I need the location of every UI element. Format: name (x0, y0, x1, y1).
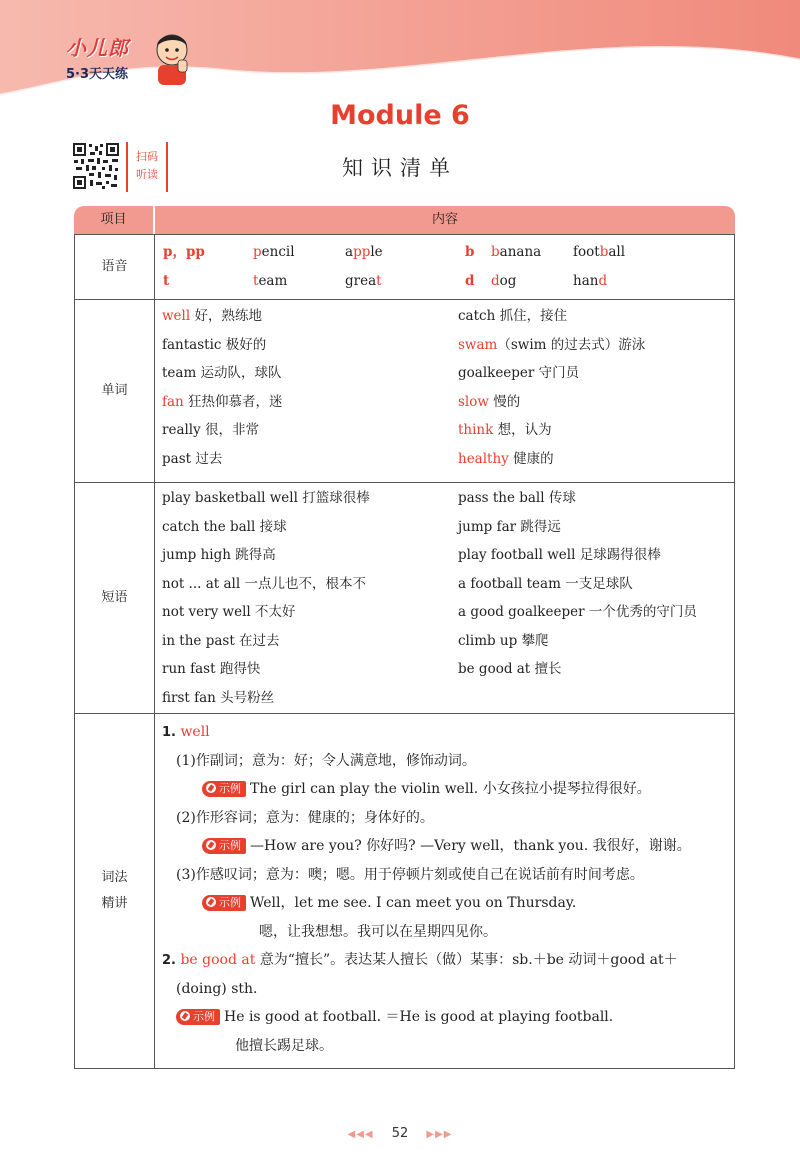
example-badge-text: 示例 (219, 896, 241, 909)
header-content: 内容 (153, 206, 735, 234)
row-label-pronunciation: 语音 (75, 235, 155, 299)
phonics-highlight: t (253, 272, 259, 289)
word-meaning: 极好的 (221, 336, 267, 353)
phonics-letters: t (163, 272, 170, 289)
knowledge-table (74, 206, 735, 1069)
section-title: 知识清单 (342, 156, 458, 180)
example-text: —How are you? 你好吗? —Very well，thank you. 我很好，谢谢。 (250, 838, 691, 854)
row-pronunciation (74, 234, 735, 300)
phonics-word: apple (345, 244, 383, 260)
word-meaning: 很，非常 (200, 422, 260, 438)
phrase-entry: run fast 跑得快 (162, 661, 261, 677)
phrase-entry: jump high 跳得高 (162, 547, 276, 563)
word-entry (458, 388, 645, 417)
example-badge (176, 1009, 220, 1025)
word-meaning: 狂热仰慕者，迷 (183, 393, 283, 410)
word-entry (458, 416, 645, 445)
word-entry (458, 331, 645, 360)
phonics-highlight: p (253, 244, 262, 260)
pen-icon (180, 1011, 190, 1021)
item-keyword: well (180, 724, 210, 740)
brand-subtitle: 5·3天天练 (66, 67, 129, 82)
word-entry (162, 388, 283, 417)
word: fan (162, 393, 184, 410)
pen-icon (206, 783, 216, 793)
phonics-highlight: t (376, 272, 382, 289)
word-entry (162, 359, 283, 388)
row-words (74, 300, 735, 483)
phonics-highlight: pp (353, 244, 371, 260)
phrase-entry: play basketball well 打篮球很棒 (162, 490, 370, 506)
mascot-icon (148, 28, 196, 88)
grammar-label-2: 精讲 (101, 896, 128, 911)
phrase-entry: catch the ball 接球 (162, 518, 287, 535)
example-translation: 嗯，让我想想。我可以在星期四见你。 (259, 923, 497, 940)
phrase-entry: play football well 足球踢得很棒 (458, 547, 661, 563)
brand (66, 32, 129, 82)
brand-logo: 小儿郎 (66, 36, 129, 60)
word: think (458, 422, 494, 438)
grammar-content (155, 714, 734, 1060)
phrase-entry: first fan 头号粉丝 (162, 689, 275, 706)
example-badge-text: 示例 (193, 1010, 215, 1023)
phonics-highlight: d (598, 272, 608, 289)
prev-arrows-icon: ◀◀◀ (347, 1129, 374, 1140)
word: well (162, 308, 191, 324)
example-badge (202, 838, 246, 854)
phrase-entry: climb up 攀爬 (458, 632, 549, 649)
module-title: Module 6 (330, 100, 470, 131)
pen-icon (206, 840, 216, 850)
phonics-word: team (253, 272, 288, 289)
phrases-right-column (458, 484, 697, 684)
item-number: 1. (162, 725, 176, 740)
word-entry (162, 331, 283, 360)
phonics-word: banana (491, 244, 542, 260)
example-line (162, 1003, 734, 1032)
row-label-phrases: 短语 (75, 483, 155, 713)
phrase-entry: a good goalkeeper 一个优秀的守门员 (458, 604, 697, 620)
word-entry (458, 359, 645, 388)
example-line (162, 889, 734, 918)
pronunciation-content (155, 235, 734, 298)
grammar-usage-interjection: (3)作感叹词；意为：噢；嗯。用于停顿片刻或使自己在说话前有时间考虑。 (176, 866, 644, 883)
page-footer (0, 1126, 800, 1141)
phonics-word: pencil (253, 244, 295, 260)
word: fantastic (162, 336, 222, 353)
example-badge-text: 示例 (219, 839, 241, 852)
word-entry (162, 445, 283, 474)
words-left-column (162, 302, 283, 473)
word: swam (458, 336, 498, 353)
grammar-label-1: 词法 (101, 870, 128, 885)
word-meaning: 健康的 (508, 450, 554, 467)
word-entry (458, 445, 645, 474)
word-meaning: 慢的 (488, 393, 521, 410)
word-meaning: 过去 (191, 450, 223, 467)
word-entry (162, 416, 283, 445)
grammar-usage-adjective: (2)作形容词；意为：健康的；身体好的。 (176, 809, 434, 826)
example-badge-text: 示例 (219, 782, 241, 795)
phonics-letters: p，pp (163, 244, 205, 260)
phonics-word: great (345, 272, 382, 289)
phonics-letters: d (465, 272, 475, 289)
word-meaning: 抓住，接住 (495, 308, 568, 324)
example-line (162, 832, 734, 861)
phrase-entry: be good at 擅长 (458, 661, 562, 677)
phrase-entry: not ... at all 一点儿也不，根本不 (162, 575, 366, 592)
grammar-usage-adverb: (1)作副词；意为：好；令人满意地，修饰动词。 (176, 752, 476, 769)
example-line (162, 775, 734, 804)
example-text: Well，let me see. I can meet you on Thursday. (250, 895, 577, 911)
next-arrows-icon: ▶▶▶ (426, 1129, 453, 1140)
row-label-words: 单词 (75, 300, 155, 482)
word: goalkeeper (458, 365, 535, 381)
phonics-highlight: d (491, 272, 500, 289)
word-meaning: （swim 的过去式）游泳 (497, 336, 646, 353)
example-text: He is good at football. ＝He is good at playing football. (224, 1009, 614, 1025)
word: healthy (458, 450, 509, 467)
example-badge (202, 895, 246, 911)
phrase-entry: jump far 跳得远 (458, 518, 561, 535)
word-entry (458, 302, 645, 331)
phrase-entry: a football team 一支足球队 (458, 575, 633, 592)
word: slow (458, 393, 489, 410)
word: catch (458, 308, 496, 324)
pen-icon (206, 897, 216, 907)
item-explanation-cont: (doing) sth. (176, 980, 258, 997)
word-meaning: 运动队，球队 (196, 365, 282, 381)
word-meaning: 好，熟练地 (190, 308, 262, 324)
row-grammar (74, 714, 735, 1069)
item-keyword: be good at (180, 952, 256, 968)
scan-label-line2: 听读 (136, 168, 158, 181)
word-meaning: 守门员 (534, 365, 580, 381)
phonics-highlight: b (491, 244, 500, 260)
example-translation: 他擅长踢足球。 (235, 1037, 333, 1054)
scan-label-line1: 扫码 (136, 150, 158, 163)
phrase-entry: pass the ball 传球 (458, 490, 576, 506)
phonics-word: dog (491, 272, 517, 289)
phrases-left-column (162, 484, 370, 712)
words-right-column (458, 302, 645, 473)
phonics-highlight: b (599, 244, 609, 260)
grammar-item-1-title (162, 718, 734, 747)
page-number: 52 (391, 1126, 409, 1141)
phonics-letters: b (465, 244, 475, 260)
grammar-item-2-title (162, 946, 734, 975)
phonics-word: football (573, 244, 626, 260)
word-meaning: 想，认为 (493, 422, 552, 438)
word: past (162, 450, 192, 467)
phrase-entry: in the past 在过去 (162, 632, 280, 649)
row-phrases (74, 483, 735, 714)
phrase-entry: not very well 不太好 (162, 604, 296, 620)
word: team (162, 365, 197, 381)
pronunciation-line (163, 238, 726, 267)
pronunciation-line (163, 267, 726, 296)
example-badge (202, 781, 246, 797)
example-text: The girl can play the violin well. 小女孩拉小提琴拉得很好。 (250, 781, 651, 797)
phonics-word: hand (573, 272, 608, 289)
item-number: 2. (162, 953, 176, 968)
item-explanation: 意为“擅长”。表达某人擅长（做）某事：sb.＋be 动词＋good at＋ (255, 952, 678, 968)
row-label-grammar (75, 714, 155, 1068)
table-header (74, 206, 735, 234)
word-entry (162, 302, 283, 331)
header-item: 项目 (100, 212, 127, 227)
word: really (162, 422, 201, 438)
